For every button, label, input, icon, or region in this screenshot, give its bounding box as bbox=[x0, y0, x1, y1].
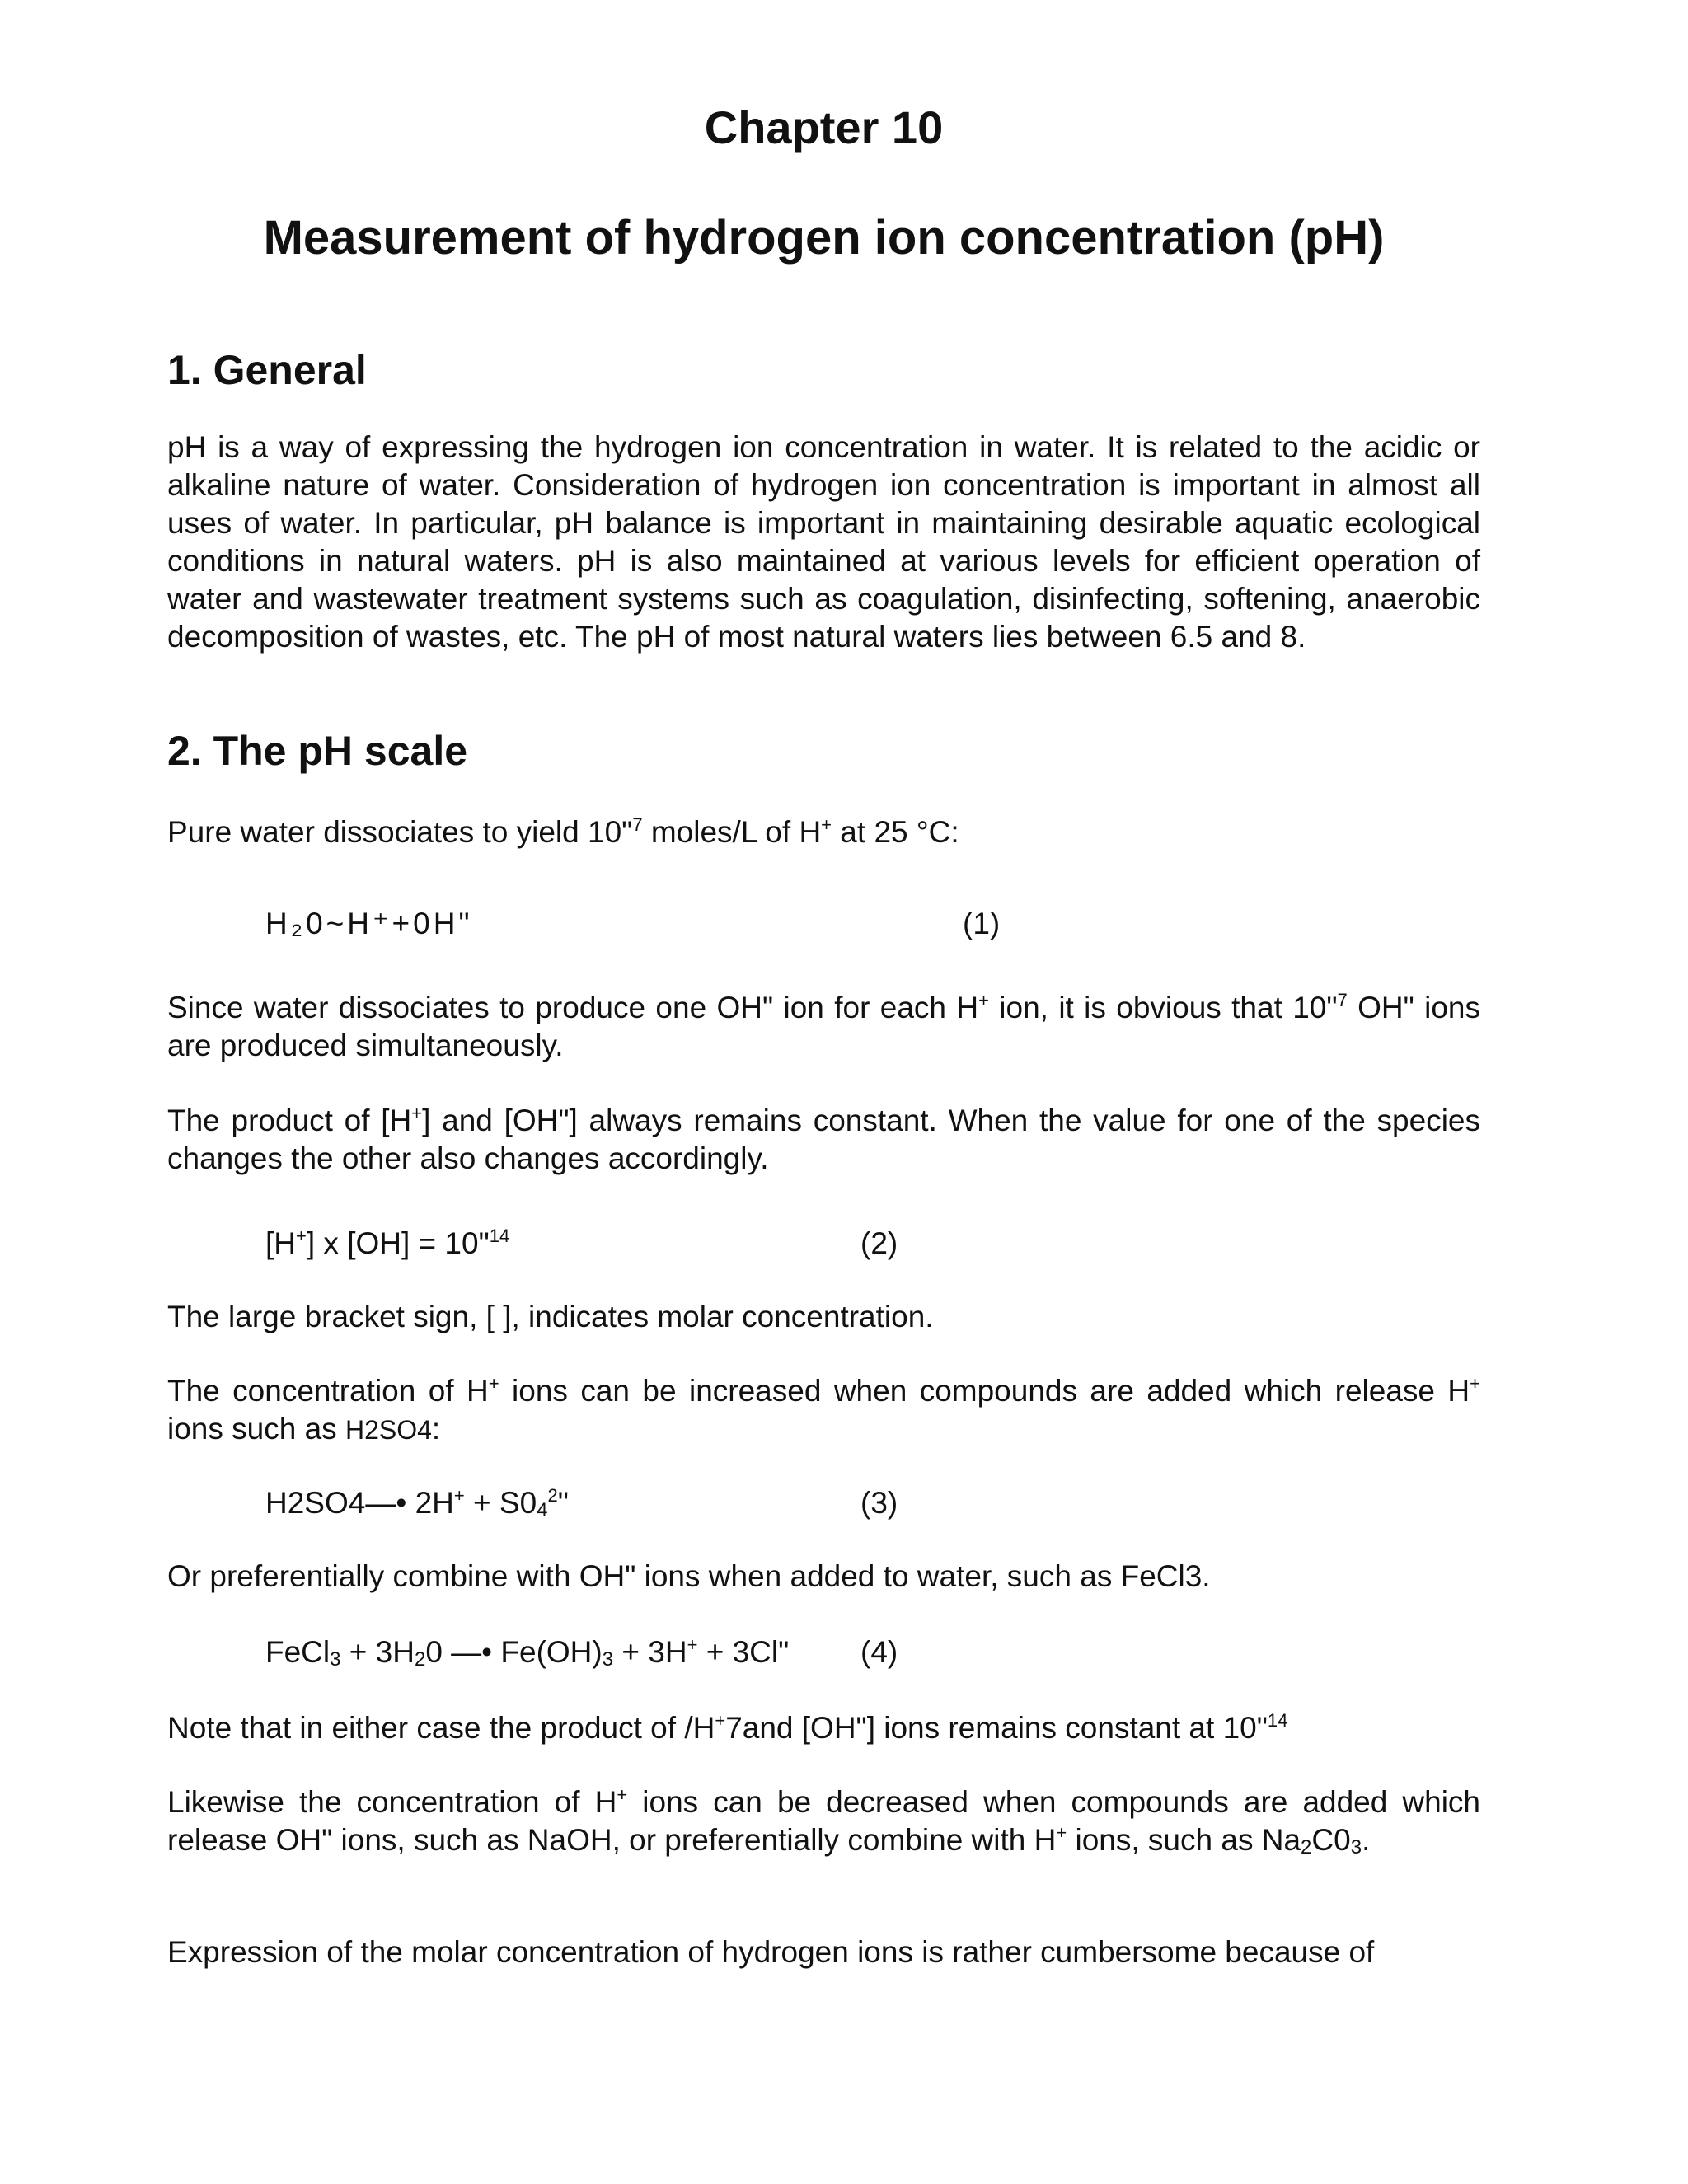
paragraph-expression: Expression of the molar concentration of hydrogen ions is rather cumbersome because of bbox=[167, 1935, 1375, 1969]
equation-3: H2SO4—• $2H^+ + S0_4^2$" bbox=[265, 1485, 569, 1521]
paragraph-product: The product of [H+] and [OH"] always remains constant. When the value for one of the species changes the other also changes accordingly. bbox=[167, 1103, 1480, 1175]
paragraph-increase: The concentration of H+ ions can be increased when compounds are added which release H+ ions such as H2SO4: bbox=[167, 1373, 1480, 1446]
paragraph-ferric: Or preferentially combine with OH" ions when added to water, such as FeCl3. bbox=[167, 1559, 1211, 1593]
equation-2: [H+] x [OH] = 10"$^{14}$ bbox=[265, 1226, 510, 1260]
equation-2-number: (2) bbox=[860, 1226, 898, 1260]
page-title: Measurement of hydrogen ion concentration (pH) bbox=[263, 211, 1385, 265]
section-heading-ph-scale: 2. The pH scale bbox=[167, 728, 468, 774]
chapter-label: Chapter 10 bbox=[704, 101, 944, 153]
equation-1-number: (1) bbox=[963, 907, 1001, 940]
section-heading-general: 1. General bbox=[167, 347, 367, 393]
paragraph-pure-water: Pure water dissociates to yield 10"$^7$ moles/L of H+ at 25 °C: bbox=[167, 814, 959, 849]
paragraph-dissociation: Since water dissociates to produce one OH" ion for each H+ ion, it is obvious that 10"$^7$ OH" ions are produced simultaneously. bbox=[167, 990, 1480, 1062]
paragraph-bracket: The large bracket sign, [ ], indicates molar concentration. bbox=[167, 1300, 934, 1333]
equation-4-number: (4) bbox=[860, 1635, 898, 1669]
equation-4: FeCl$_3$ + $3H_20$ —• $Fe(OH)_3 + 3H^+ + 3Cl$" bbox=[265, 1634, 790, 1671]
paragraph-note: Note that in either case the product of /H+7and [OH"] ions remains constant at 10"$^{14}$ bbox=[167, 1710, 1288, 1745]
equation-1: H₂0~H⁺+0H" bbox=[265, 907, 473, 940]
paragraph-decrease: Likewise the concentration of H+ ions can be decreased when compounds are added which release OH" ions, such as NaOH, or preferentially combine with H+ ions, such as $Na_2C0_3$. bbox=[167, 1784, 1481, 1858]
general-paragraph: pH is a way of expressing the hydrogen ion concentration in water. It is related to the acidic or alkaline nature of water. Consideration of hydrogen ion concentration is important in almost all uses of water. In particular, pH balance is important in maintaining desirable aquatic ecological conditions in natural waters. pH is also maintained at various levels for efficient operation of water and wastewater treatment systems such as coagulation, disinfecting, softening, anaerobic decomposition of wastes, etc. The pH of most natural waters lies between 6.5 and 8. bbox=[167, 430, 1480, 654]
equation-3-number: (3) bbox=[860, 1486, 898, 1520]
